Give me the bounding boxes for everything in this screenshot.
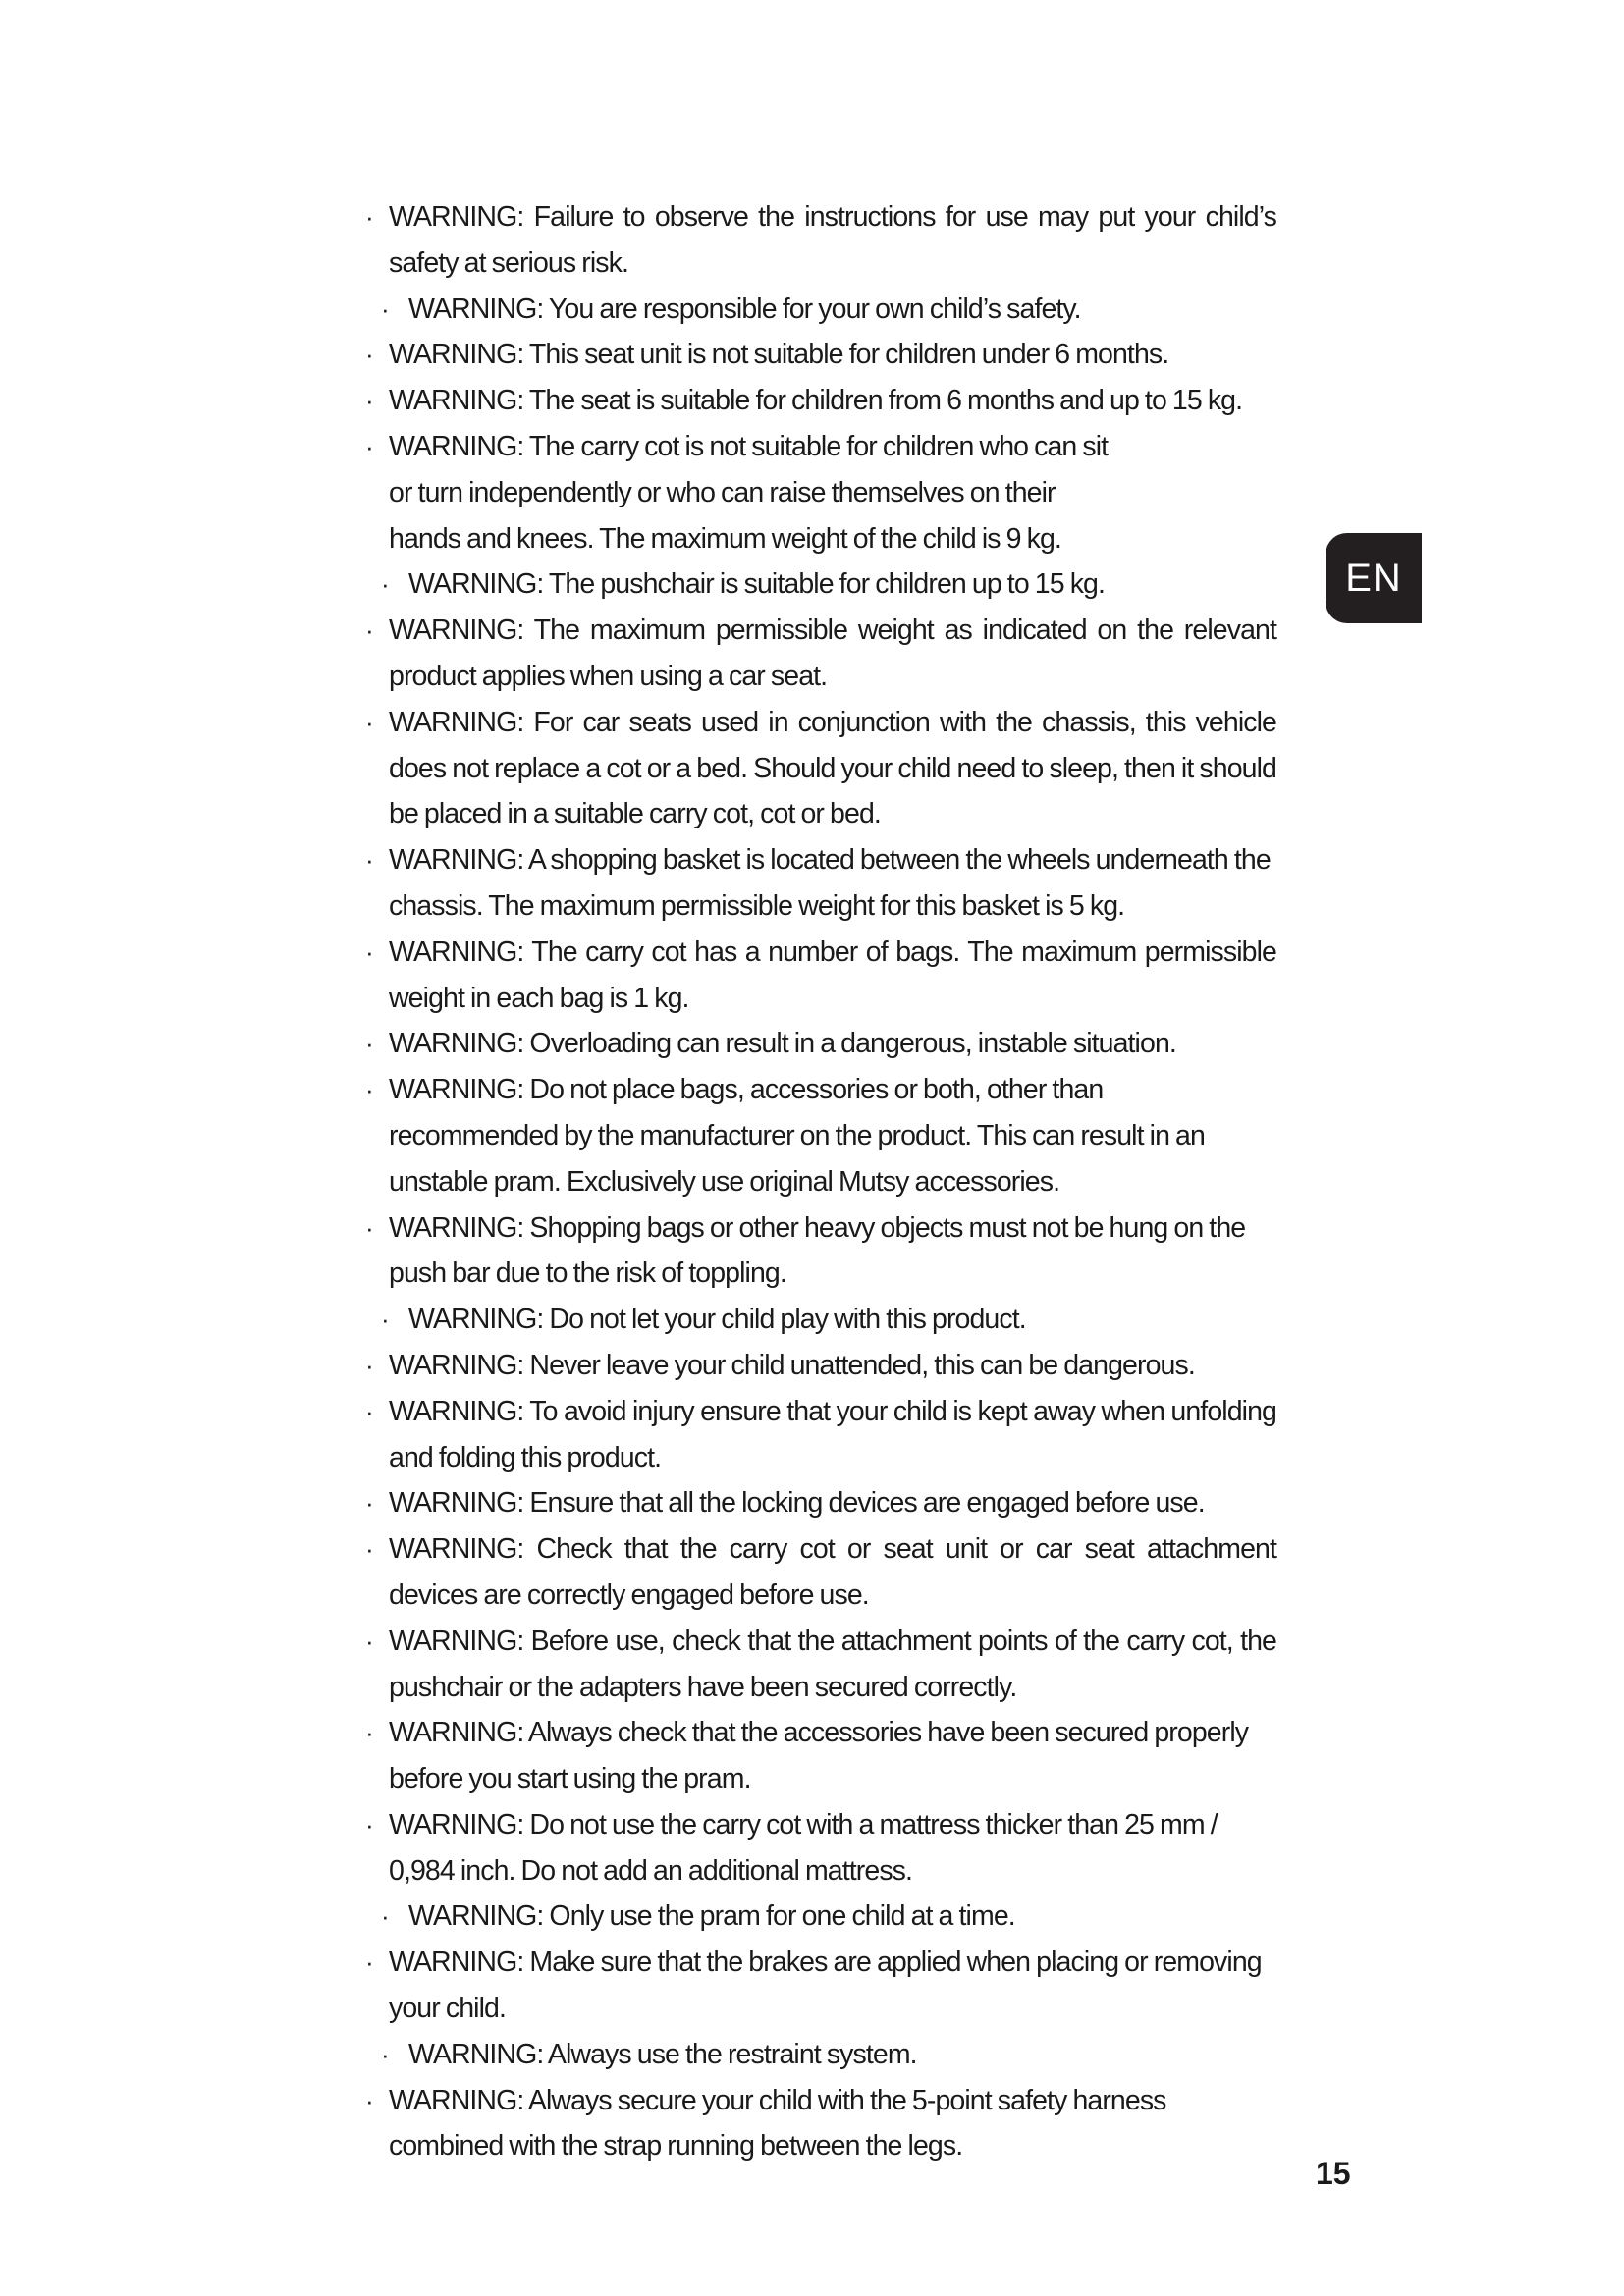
warning-item [363, 1940, 1276, 2032]
bullet-icon: · [365, 340, 373, 370]
warning-text: WARNING: The maximum permissible weight as indicated on the relevant product applies when using a car seat. [389, 614, 1276, 692]
warning-item [363, 378, 1276, 424]
bullet-icon: · [365, 2085, 373, 2115]
warning-item [363, 837, 1276, 930]
bullet-icon: · [365, 615, 373, 646]
warning-item [363, 424, 1276, 561]
warning-text: WARNING: Before use, check that the attachment points of the carry cot, the pushchair or the adapters have been secured correctly. [389, 1625, 1276, 1703]
warning-text: WARNING: This seat unit is not suitable for children under 6 months. [389, 339, 1169, 371]
warning-text: WARNING: Do not let your child play with this product. [408, 1304, 1026, 1336]
warning-item [363, 608, 1276, 700]
bullet-icon: · [365, 1075, 373, 1105]
warning-item [363, 930, 1276, 1022]
warning-text: WARNING: Always check that the accessories have been secured properly before you start using the pram. [389, 1717, 1249, 1795]
warning-item [363, 1343, 1276, 1389]
bullet-icon: · [365, 1534, 373, 1565]
warning-text: WARNING: Only use the pram for one child at a time. [408, 1900, 1015, 1933]
warning-text: WARNING: Make sure that the brakes are applied when placing or removing your child. [389, 1947, 1262, 2025]
bullet-icon: · [381, 294, 389, 324]
warning-text: WARNING: Shopping bags or other heavy objects must not be hung on the push bar due to the risk of toppling. [389, 1211, 1246, 1290]
warning-item [363, 1894, 1276, 1940]
warning-item [363, 1802, 1276, 1895]
warning-text: WARNING: Always secure your child with the 5-point safety harness combined with the strap running between the legs. [389, 2084, 1166, 2163]
bullet-icon: · [381, 1901, 389, 1932]
bullet-icon: · [365, 202, 373, 232]
warning-item [363, 1480, 1276, 1526]
warning-item [363, 2078, 1276, 2170]
warning-text: WARNING: Ensure that all the locking devices are engaged before use. [389, 1487, 1205, 1520]
warning-item [363, 1297, 1276, 1343]
warning-item [363, 1710, 1276, 1802]
warning-item [363, 1389, 1276, 1481]
bullet-icon: · [381, 569, 389, 600]
warning-text: WARNING: Do not place bags, accessories or both, other than recommended by the manufacturer on the product. This can result in an unstable pram. Exclusively use original Mutsy accessories. [389, 1074, 1205, 1198]
warning-text: WARNING: The carry cot is not suitable for children who can sit or turn independently or who can raise themselves on their hands and knees. The maximum weight of the child is 9 kg. [389, 430, 1109, 555]
warnings-list [363, 194, 1276, 2169]
warning-item [363, 1205, 1276, 1298]
warning-text: WARNING: The seat is suitable for children from 6 months and up to 15 kg. [389, 385, 1243, 417]
warning-text: WARNING: Check that the carry cot or seat unit or car seat attachment devices are correctly engaged before use. [389, 1533, 1276, 1611]
warning-text: WARNING: The pushchair is suitable for children up to 15 kg. [408, 568, 1106, 601]
warning-text: WARNING: Never leave your child unattended, this can be dangerous. [389, 1349, 1195, 1381]
warning-text: WARNING: The carry cot has a number of bags. The maximum permissible weight in each bag is 1 kg. [389, 935, 1276, 1014]
bullet-icon: · [365, 1809, 373, 1840]
bullet-icon: · [381, 2039, 389, 2069]
bullet-icon: · [365, 936, 373, 967]
warning-item [363, 2032, 1276, 2078]
bullet-icon: · [365, 1948, 373, 1978]
warning-item [363, 194, 1276, 287]
bullet-icon: · [365, 1212, 373, 1243]
page-number: 15 [1316, 2156, 1351, 2191]
bullet-icon: · [365, 1396, 373, 1426]
warning-text: WARNING: To avoid injury ensure that your child is kept away when unfolding and folding this product. [389, 1395, 1276, 1473]
warning-item [363, 1526, 1276, 1619]
bullet-icon: · [365, 845, 373, 876]
language-tab: EN [1326, 533, 1422, 623]
bullet-icon: · [365, 1350, 373, 1380]
bullet-icon: · [381, 1305, 389, 1335]
bullet-icon: · [365, 431, 373, 461]
warning-text: WARNING: Always use the restraint system. [408, 2038, 917, 2070]
warning-item [363, 287, 1276, 333]
warning-item [363, 1021, 1276, 1067]
warning-text: WARNING: A shopping basket is located between the wheels underneath the chassis. The maximum permissible weight for this basket is 5 kg. [389, 844, 1271, 922]
warning-item [363, 700, 1276, 837]
warning-text: WARNING: Do not use the carry cot with a mattress thicker than 25 mm / 0,984 inch. Do not add an additional mattress. [389, 1808, 1218, 1887]
bullet-icon: · [365, 707, 373, 737]
warning-item [363, 561, 1276, 608]
bullet-icon: · [365, 1029, 373, 1059]
warning-text: WARNING: Failure to observe the instructions for use may put your child’s safety at serious risk. [389, 201, 1276, 279]
bullet-icon: · [365, 1626, 373, 1656]
bullet-icon: · [365, 1718, 373, 1748]
bullet-icon: · [365, 386, 373, 416]
bullet-icon: · [365, 1488, 373, 1519]
warning-text: WARNING: For car seats used in conjunction with the chassis, this vehicle does not replace a cot or a bed. Should your child need to sleep, then it should be placed in a suitable carry cot, cot or bed. [389, 706, 1276, 830]
warning-text: WARNING: Overloading can result in a dangerous, instable situation. [389, 1028, 1176, 1060]
warning-item [363, 1067, 1276, 1204]
warning-item [363, 1619, 1276, 1711]
warning-item [363, 332, 1276, 378]
warning-text: WARNING: You are responsible for your own child’s safety. [408, 293, 1081, 325]
